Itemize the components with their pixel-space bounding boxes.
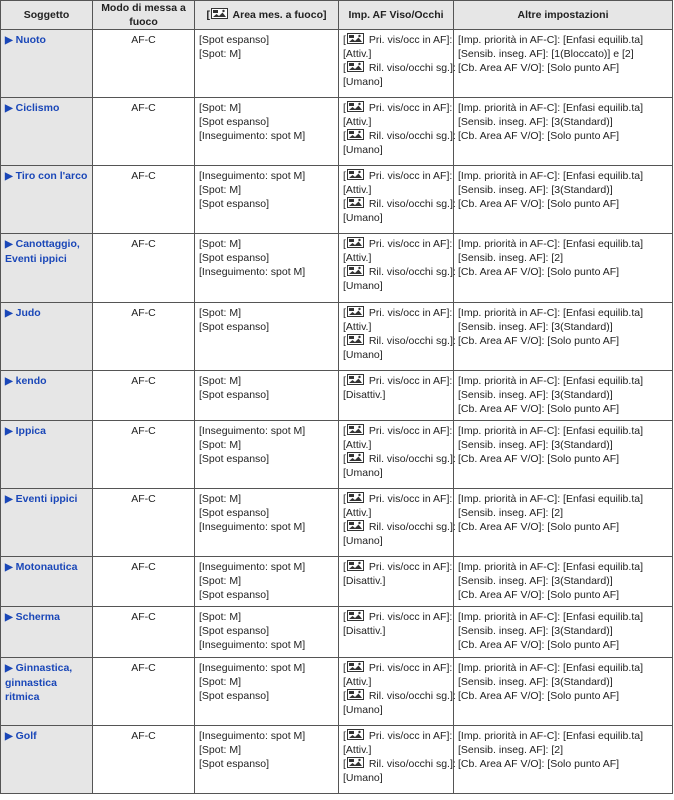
- camera-mode-icon: [347, 265, 364, 276]
- af-area-item: [Spot espanso]: [199, 453, 270, 465]
- pri-vis-value: [Attiv.]: [343, 507, 372, 519]
- af-area-item: [Spot: M]: [199, 48, 242, 60]
- af-area-item: [Spot: M]: [199, 676, 242, 688]
- other-setting-item: [Cb. Area AF V/O]: [Solo punto AF]: [458, 453, 620, 465]
- af-area-item: [Spot espanso]: [199, 589, 270, 601]
- other-setting-item: [Sensib. inseg. AF]: [2]: [458, 252, 564, 264]
- other-setting-item: [Sensib. inseg. AF]: [3(Standard)]: [458, 625, 613, 637]
- table-row: [1, 607, 673, 658]
- focus-mode-cell: AF-C: [93, 658, 195, 726]
- play-arrow-icon: ▶: [5, 103, 13, 114]
- pri-vis-text: Pri. vis/occ in AF]:: [365, 238, 453, 250]
- face-eye-cell: [339, 303, 454, 371]
- pri-vis-value: [Attiv.]: [343, 184, 372, 196]
- play-arrow-icon: ▶: [5, 426, 13, 437]
- af-area-item: [Spot espanso]: [199, 507, 270, 519]
- pri-vis-text: Pri. vis/occ in AF]:: [365, 611, 453, 623]
- camera-mode-icon: [347, 334, 364, 345]
- pri-vis-label: [343, 729, 453, 743]
- bracket-open: [: [343, 198, 346, 210]
- header-subject: Soggetto: [1, 1, 93, 30]
- other-setting-item: [Cb. Area AF V/O]: [Solo punto AF]: [458, 62, 620, 74]
- subject-label: Ippica: [15, 425, 46, 437]
- pri-vis-value: [Disattiv.]: [343, 575, 386, 587]
- other-settings-cell: [454, 658, 673, 726]
- pri-vis-label: [343, 661, 453, 675]
- subject-link[interactable]: [5, 662, 72, 703]
- other-setting-item: [Cb. Area AF V/O]: [Solo punto AF]: [458, 198, 620, 210]
- subject-link[interactable]: [5, 730, 37, 742]
- af-area-item: [Inseguimento: spot M]: [199, 425, 306, 437]
- bracket-open: [: [343, 307, 346, 319]
- pri-vis-label: [343, 306, 453, 320]
- subject-label: Eventi ippici: [15, 493, 78, 505]
- table-row: [1, 30, 673, 98]
- other-setting-item: [Cb. Area AF V/O]: [Solo punto AF]: [458, 130, 620, 142]
- bracket-open: [: [343, 611, 346, 623]
- other-settings-cell: [454, 607, 673, 658]
- camera-mode-icon: [347, 452, 364, 463]
- af-area-cell: [195, 303, 339, 371]
- ril-viso-text: Ril. viso/occhi sg.]:: [365, 198, 456, 210]
- pri-vis-label: [343, 169, 453, 183]
- af-area-cell: [195, 98, 339, 166]
- table-row: [1, 726, 673, 794]
- play-arrow-icon: ▶: [5, 731, 13, 742]
- pri-vis-value: [Disattiv.]: [343, 625, 386, 637]
- pri-vis-text: Pri. vis/occ in AF]:: [365, 375, 453, 387]
- table-row: [1, 421, 673, 489]
- face-eye-cell: [339, 557, 454, 607]
- ril-viso-value: [Umano]: [343, 467, 383, 479]
- header-af-area-open: [: [206, 9, 210, 21]
- camera-mode-icon: [347, 757, 364, 768]
- camera-mode-icon: [347, 61, 364, 72]
- other-setting-item: [Cb. Area AF V/O]: [Solo punto AF]: [458, 589, 620, 601]
- ril-viso-value: [Umano]: [343, 704, 383, 716]
- ril-viso-value: [Umano]: [343, 212, 383, 224]
- other-setting-item: [Sensib. inseg. AF]: [3(Standard)]: [458, 676, 613, 688]
- pri-vis-text: Pri. vis/occ in AF]:: [365, 34, 453, 46]
- subject-label: Scherma: [15, 611, 60, 623]
- bracket-open: [: [343, 34, 346, 46]
- subject-link[interactable]: [5, 170, 87, 182]
- focus-mode-cell: AF-C: [93, 421, 195, 489]
- pri-vis-label: [343, 424, 453, 438]
- af-area-item: [Inseguimento: spot M]: [199, 662, 306, 674]
- subject-cell: [1, 557, 93, 607]
- camera-mode-icon: [347, 689, 364, 700]
- subject-cell: [1, 98, 93, 166]
- camera-mode-icon-slot: [210, 9, 230, 21]
- other-setting-item: [Imp. priorità in AF-C]: [Enfasi equilib.ta]: [458, 561, 643, 573]
- other-setting-item: [Sensib. inseg. AF]: [3(Standard)]: [458, 389, 613, 401]
- other-setting-item: [Cb. Area AF V/O]: [Solo punto AF]: [458, 403, 620, 415]
- table-row: [1, 303, 673, 371]
- other-settings-cell: [454, 489, 673, 557]
- bracket-open: [: [343, 170, 346, 182]
- camera-mode-icon: [347, 306, 364, 317]
- af-area-item: [Spot: M]: [199, 238, 242, 250]
- bracket-open: [: [343, 690, 346, 702]
- other-setting-item: [Sensib. inseg. AF]: [2]: [458, 507, 564, 519]
- ril-viso-text: Ril. viso/occhi sg.]:: [365, 335, 456, 347]
- af-area-item: [Spot espanso]: [199, 758, 270, 770]
- focus-mode-cell: AF-C: [93, 234, 195, 303]
- other-settings-cell: [454, 557, 673, 607]
- other-setting-item: [Imp. priorità in AF-C]: [Enfasi equilib.ta]: [458, 375, 643, 387]
- ril-viso-text: Ril. viso/occhi sg.]:: [365, 453, 456, 465]
- subject-link[interactable]: [5, 375, 47, 387]
- af-area-cell: [195, 166, 339, 234]
- af-area-cell: [195, 421, 339, 489]
- af-area-item: [Spot: M]: [199, 375, 242, 387]
- camera-mode-icon: [347, 197, 364, 208]
- pri-vis-text: Pri. vis/occ in AF]:: [365, 561, 453, 573]
- play-arrow-icon: ▶: [5, 562, 13, 573]
- ril-viso-label: [343, 129, 456, 143]
- other-setting-item: [Sensib. inseg. AF]: [3(Standard)]: [458, 116, 613, 128]
- subject-link[interactable]: [5, 34, 46, 46]
- af-area-item: [Spot: M]: [199, 307, 242, 319]
- subject-label: Ciclismo: [15, 102, 60, 114]
- focus-mode-cell: AF-C: [93, 166, 195, 234]
- other-setting-item: [Sensib. inseg. AF]: [3(Standard)]: [458, 575, 613, 587]
- af-area-item: [Inseguimento: spot M]: [199, 170, 306, 182]
- other-setting-item: [Imp. priorità in AF-C]: [Enfasi equilib.ta]: [458, 425, 643, 437]
- af-area-item: [Inseguimento: spot M]: [199, 266, 306, 278]
- other-setting-item: [Cb. Area AF V/O]: [Solo punto AF]: [458, 690, 620, 702]
- subject-cell: [1, 166, 93, 234]
- ril-viso-text: Ril. viso/occhi sg.]:: [365, 266, 456, 278]
- play-arrow-icon: ▶: [5, 171, 13, 182]
- other-settings-cell: [454, 371, 673, 421]
- bracket-open: [: [343, 730, 346, 742]
- pri-vis-text: Pri. vis/occ in AF]:: [365, 102, 453, 114]
- af-area-item: [Inseguimento: spot M]: [199, 730, 306, 742]
- af-area-cell: [195, 234, 339, 303]
- pri-vis-value: [Attiv.]: [343, 439, 372, 451]
- bracket-open: [: [343, 425, 346, 437]
- subject-cell: [1, 489, 93, 557]
- ril-viso-label: [343, 197, 456, 211]
- focus-mode-cell: AF-C: [93, 726, 195, 794]
- pri-vis-label: [343, 374, 453, 388]
- other-settings-cell: [454, 234, 673, 303]
- other-setting-item: [Imp. priorità in AF-C]: [Enfasi equilib.ta]: [458, 102, 643, 114]
- pri-vis-label: [343, 33, 453, 47]
- other-settings-cell: [454, 30, 673, 98]
- other-setting-item: [Imp. priorità in AF-C]: [Enfasi equilib.ta]: [458, 611, 643, 623]
- other-setting-item: [Sensib. inseg. AF]: [3(Standard)]: [458, 439, 613, 451]
- bracket-open: [: [343, 521, 346, 533]
- subject-link[interactable]: [5, 561, 77, 573]
- af-area-item: [Inseguimento: spot M]: [199, 521, 306, 533]
- face-eye-cell: [339, 607, 454, 658]
- af-area-item: [Spot: M]: [199, 744, 242, 756]
- other-settings-cell: [454, 166, 673, 234]
- camera-mode-icon: [347, 560, 364, 571]
- focus-mode-cell: AF-C: [93, 607, 195, 658]
- header-other-settings: Altre impostazioni: [454, 1, 673, 30]
- other-settings-cell: [454, 421, 673, 489]
- camera-mode-icon: [347, 33, 364, 44]
- ril-viso-text: Ril. viso/occhi sg.]:: [365, 690, 456, 702]
- camera-mode-icon: [347, 424, 364, 435]
- ril-viso-label: [343, 334, 456, 348]
- play-arrow-icon: ▶: [5, 494, 13, 505]
- af-area-cell: [195, 557, 339, 607]
- pri-vis-text: Pri. vis/occ in AF]:: [365, 493, 453, 505]
- other-setting-item: [Sensib. inseg. AF]: [3(Standard)]: [458, 321, 613, 333]
- table-header-row: [1, 1, 673, 30]
- af-area-item: [Inseguimento: spot M]: [199, 639, 306, 651]
- play-arrow-icon: ▶: [5, 239, 13, 250]
- camera-mode-icon: [347, 661, 364, 672]
- other-setting-item: [Cb. Area AF V/O]: [Solo punto AF]: [458, 758, 620, 770]
- other-setting-item: [Imp. priorità in AF-C]: [Enfasi equilib.ta]: [458, 34, 643, 46]
- other-setting-item: [Imp. priorità in AF-C]: [Enfasi equilib.ta]: [458, 307, 643, 319]
- af-area-item: [Spot espanso]: [199, 321, 270, 333]
- af-area-item: [Spot espanso]: [199, 116, 270, 128]
- subject-cell: [1, 30, 93, 98]
- focus-mode-cell: AF-C: [93, 371, 195, 421]
- focus-mode-cell: AF-C: [93, 98, 195, 166]
- face-eye-cell: [339, 98, 454, 166]
- camera-mode-icon: [347, 610, 364, 621]
- table-row: [1, 166, 673, 234]
- bracket-open: [: [343, 266, 346, 278]
- other-setting-item: [Cb. Area AF V/O]: [Solo punto AF]: [458, 266, 620, 278]
- bracket-open: [: [343, 375, 346, 387]
- ril-viso-value: [Umano]: [343, 144, 383, 156]
- subject-cell: [1, 658, 93, 726]
- camera-mode-icon: [347, 374, 364, 385]
- other-setting-item: [Imp. priorità in AF-C]: [Enfasi equilib.ta]: [458, 493, 643, 505]
- af-area-item: [Spot espanso]: [199, 625, 270, 637]
- af-area-item: [Spot espanso]: [199, 690, 270, 702]
- face-eye-cell: [339, 30, 454, 98]
- table-row: [1, 658, 673, 726]
- table-row: [1, 371, 673, 421]
- bracket-open: [: [343, 62, 346, 74]
- other-settings-cell: [454, 726, 673, 794]
- ril-viso-value: [Umano]: [343, 280, 383, 292]
- subject-cell: [1, 371, 93, 421]
- camera-mode-icon: [347, 729, 364, 740]
- pri-vis-value: [Attiv.]: [343, 676, 372, 688]
- pri-vis-text: Pri. vis/occ in AF]:: [365, 730, 453, 742]
- camera-mode-icon: [347, 492, 364, 503]
- ril-viso-label: [343, 452, 456, 466]
- subject-cell: [1, 607, 93, 658]
- af-area-item: [Spot: M]: [199, 439, 242, 451]
- header-face-eye: Imp. AF Viso/Occhi: [339, 1, 454, 30]
- subject-label: Motonautica: [15, 561, 78, 573]
- ril-viso-label: [343, 61, 456, 75]
- pri-vis-text: Pri. vis/occ in AF]:: [365, 307, 453, 319]
- play-arrow-icon: ▶: [5, 35, 13, 46]
- face-eye-cell: [339, 489, 454, 557]
- focus-mode-cell: AF-C: [93, 30, 195, 98]
- ril-viso-label: [343, 265, 456, 279]
- other-settings-cell: [454, 98, 673, 166]
- subject-cell: [1, 726, 93, 794]
- af-area-item: [Spot: M]: [199, 184, 242, 196]
- face-eye-cell: [339, 371, 454, 421]
- bracket-open: [: [343, 453, 346, 465]
- bracket-open: [: [343, 758, 346, 770]
- other-setting-item: [Imp. priorità in AF-C]: [Enfasi equilib.ta]: [458, 662, 643, 674]
- camera-mode-icon: [347, 101, 364, 112]
- subject-cell: [1, 234, 93, 303]
- af-area-item: [Inseguimento: spot M]: [199, 561, 306, 573]
- subject-label: Tiro con l'arco: [15, 170, 88, 182]
- ril-viso-text: Ril. viso/occhi sg.]:: [365, 758, 456, 770]
- ril-viso-text: Ril. viso/occhi sg.]:: [365, 62, 456, 74]
- focus-mode-cell: AF-C: [93, 557, 195, 607]
- subject-label: Nuoto: [15, 34, 46, 46]
- ril-viso-value: [Umano]: [343, 772, 383, 784]
- af-area-cell: [195, 371, 339, 421]
- ril-viso-text: Ril. viso/occhi sg.]:: [365, 130, 456, 142]
- ril-viso-label: [343, 689, 456, 703]
- pri-vis-value: [Attiv.]: [343, 744, 372, 756]
- header-af-area: [195, 1, 339, 30]
- play-arrow-icon: ▶: [5, 376, 13, 387]
- subject-label: Canottaggio, Eventi ippici: [5, 238, 80, 265]
- pri-vis-label: [343, 101, 453, 115]
- subject-link[interactable]: [5, 425, 46, 437]
- table-row: [1, 98, 673, 166]
- pri-vis-text: Pri. vis/occ in AF]:: [365, 425, 453, 437]
- bracket-open: [: [343, 102, 346, 114]
- af-area-item: [Spot espanso]: [199, 252, 270, 264]
- ril-viso-text: Ril. viso/occhi sg.]:: [365, 521, 456, 533]
- bracket-open: [: [343, 238, 346, 250]
- subject-link[interactable]: [5, 611, 60, 623]
- af-area-item: [Inseguimento: spot M]: [199, 130, 306, 142]
- play-arrow-icon: ▶: [5, 612, 13, 623]
- other-setting-item: [Imp. priorità in AF-C]: [Enfasi equilib.ta]: [458, 238, 643, 250]
- pri-vis-value: [Disattiv.]: [343, 389, 386, 401]
- af-area-cell: [195, 726, 339, 794]
- face-eye-cell: [339, 726, 454, 794]
- header-af-area-label: Area mes. a fuoco]: [230, 9, 327, 21]
- subject-cell: [1, 421, 93, 489]
- pri-vis-value: [Attiv.]: [343, 252, 372, 264]
- other-setting-item: [Cb. Area AF V/O]: [Solo punto AF]: [458, 639, 620, 651]
- other-setting-item: [Sensib. inseg. AF]: [3(Standard)]: [458, 184, 613, 196]
- play-arrow-icon: ▶: [5, 308, 13, 319]
- face-eye-cell: [339, 421, 454, 489]
- subject-label: Ginnastica, ginnastica ritmica: [5, 662, 73, 703]
- subject-label: Golf: [15, 730, 37, 742]
- bracket-open: [: [343, 335, 346, 347]
- subject-link[interactable]: [5, 102, 59, 114]
- other-setting-item: [Sensib. inseg. AF]: [2]: [458, 744, 564, 756]
- camera-mode-icon: [211, 8, 228, 19]
- af-area-item: [Spot: M]: [199, 102, 242, 114]
- pri-vis-label: [343, 610, 453, 624]
- subject-link[interactable]: [5, 493, 77, 505]
- camera-mode-icon: [347, 520, 364, 531]
- pri-vis-text: Pri. vis/occ in AF]:: [365, 662, 453, 674]
- other-setting-item: [Imp. priorità in AF-C]: [Enfasi equilib.ta]: [458, 170, 643, 182]
- ril-viso-label: [343, 757, 456, 771]
- play-arrow-icon: ▶: [5, 663, 13, 674]
- other-settings-cell: [454, 303, 673, 371]
- table-row: [1, 557, 673, 607]
- focus-mode-cell: AF-C: [93, 303, 195, 371]
- ril-viso-value: [Umano]: [343, 349, 383, 361]
- subject-cell: [1, 303, 93, 371]
- bracket-open: [: [343, 130, 346, 142]
- other-setting-item: [Imp. priorità in AF-C]: [Enfasi equilib.ta]: [458, 730, 643, 742]
- face-eye-cell: [339, 234, 454, 303]
- subject-label: Judo: [15, 307, 41, 319]
- af-area-item: [Spot espanso]: [199, 34, 270, 46]
- subject-link[interactable]: [5, 238, 80, 265]
- camera-mode-icon: [347, 129, 364, 140]
- ril-viso-value: [Umano]: [343, 76, 383, 88]
- face-eye-cell: [339, 658, 454, 726]
- af-area-cell: [195, 30, 339, 98]
- af-area-item: [Spot espanso]: [199, 198, 270, 210]
- pri-vis-label: [343, 237, 453, 251]
- pri-vis-text: Pri. vis/occ in AF]:: [365, 170, 453, 182]
- bracket-open: [: [343, 493, 346, 505]
- af-area-item: [Spot: M]: [199, 575, 242, 587]
- bracket-open: [: [343, 561, 346, 573]
- camera-mode-icon: [347, 237, 364, 248]
- ril-viso-value: [Umano]: [343, 535, 383, 547]
- af-area-cell: [195, 489, 339, 557]
- pri-vis-label: [343, 560, 453, 574]
- af-area-cell: [195, 658, 339, 726]
- focus-mode-cell: AF-C: [93, 489, 195, 557]
- bracket-open: [: [343, 662, 346, 674]
- pri-vis-label: [343, 492, 453, 506]
- pri-vis-value: [Attiv.]: [343, 321, 372, 333]
- table-row: [1, 234, 673, 303]
- camera-mode-icon: [347, 169, 364, 180]
- header-focus-mode: Modo di messa a fuoco: [93, 1, 195, 30]
- other-setting-item: [Sensib. inseg. AF]: [1(Bloccato)] e [2]: [458, 48, 634, 60]
- af-area-item: [Spot: M]: [199, 611, 242, 623]
- subject-label: kendo: [15, 375, 47, 387]
- table-row: [1, 489, 673, 557]
- face-eye-cell: [339, 166, 454, 234]
- pri-vis-value: [Attiv.]: [343, 48, 372, 60]
- other-setting-item: [Cb. Area AF V/O]: [Solo punto AF]: [458, 335, 620, 347]
- other-setting-item: [Cb. Area AF V/O]: [Solo punto AF]: [458, 521, 620, 533]
- af-area-item: [Spot espanso]: [199, 389, 270, 401]
- af-area-item: [Spot: M]: [199, 493, 242, 505]
- ril-viso-label: [343, 520, 456, 534]
- pri-vis-value: [Attiv.]: [343, 116, 372, 128]
- af-area-cell: [195, 607, 339, 658]
- subject-link[interactable]: [5, 307, 41, 319]
